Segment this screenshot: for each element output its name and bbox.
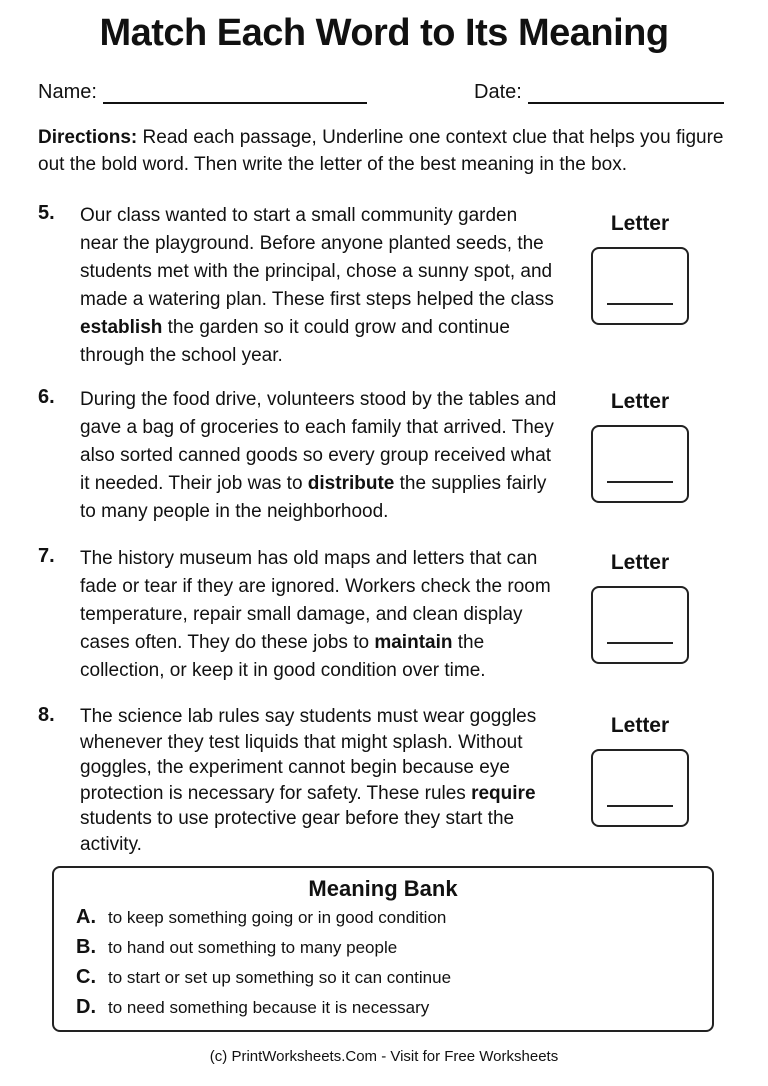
- meaning-letter: B.: [76, 936, 96, 958]
- directions-label: Directions:: [38, 127, 138, 148]
- date-input-line[interactable]: [528, 80, 724, 104]
- passage-text-after: the collection, or keep it in good condition over time.: [80, 632, 486, 681]
- answer-label: Letter: [610, 714, 670, 737]
- passage-text-before: The science lab rules say students must wear goggles whenever they test liquids that might splash. Without goggles, the experiment cannot begin because eye protection is necessary for safety. These rules: [80, 706, 537, 804]
- answer-box[interactable]: [591, 749, 689, 827]
- directions-text: Read each passage, Underline one context clue that helps you figure out the bold word. Then write the letter of the best meaning in the box.: [38, 127, 724, 175]
- answer-area: [590, 551, 690, 575]
- date-label: Date:: [474, 81, 522, 103]
- bold-vocabulary-word: distribute: [307, 473, 395, 494]
- answer-line: [607, 481, 673, 483]
- passage-text-after: students to use protective gear before they start the activity.: [80, 808, 515, 855]
- footer-credit: (c) PrintWorksheets.Com - Visit for Free Worksheets: [209, 1048, 559, 1065]
- bold-vocabulary-word: require: [471, 782, 536, 804]
- answer-box[interactable]: [591, 247, 689, 325]
- meaning-letter: A.: [76, 906, 96, 928]
- passage-text-after: the supplies fairly to many people in the neighborhood.: [80, 473, 547, 522]
- meaning-letter: D.: [76, 996, 96, 1018]
- question-passage: [80, 545, 560, 685]
- answer-box[interactable]: [591, 586, 689, 664]
- name-input-line[interactable]: [103, 80, 367, 104]
- answer-area: [590, 212, 690, 236]
- meaning-bank-entry: [76, 966, 451, 989]
- bold-vocabulary-word: establish: [80, 317, 163, 338]
- directions: [38, 124, 728, 178]
- answer-line: [607, 303, 673, 305]
- answer-box[interactable]: [591, 425, 689, 503]
- question-number: 7.: [38, 545, 55, 567]
- question-number: 8.: [38, 704, 55, 726]
- question-number: 5.: [38, 202, 55, 224]
- answer-line: [607, 642, 673, 644]
- meaning-bank: [52, 866, 714, 1032]
- question-passage: [80, 202, 560, 370]
- meaning-text: to hand out something to many people: [108, 938, 398, 957]
- passage-text-after: the garden so it could grow and continue through the school year.: [80, 317, 510, 366]
- meaning-bank-title: Meaning Bank: [308, 876, 458, 901]
- answer-line: [607, 805, 673, 807]
- answer-area: [590, 390, 690, 414]
- bold-vocabulary-word: maintain: [374, 632, 453, 653]
- passage-text-before: Our class wanted to start a small community garden near the playground. Before anyone planted seeds, the students met with the principal, chose a sunny spot, and made a watering plan. These first steps helped the class: [80, 205, 554, 310]
- answer-label: Letter: [610, 212, 670, 235]
- date-field: [474, 80, 724, 104]
- question-number: 6.: [38, 386, 55, 408]
- question-passage: [80, 386, 560, 526]
- name-label: Name:: [38, 81, 97, 103]
- meaning-bank-entry: [76, 996, 429, 1019]
- meaning-text: to need something because it is necessary: [108, 998, 430, 1017]
- header-fields: [38, 80, 728, 110]
- answer-label: Letter: [610, 551, 670, 574]
- page-title: Match Each Word to Its Meaning: [99, 12, 669, 54]
- meaning-text: to keep something going or in good condition: [108, 908, 447, 927]
- meaning-text: to start or set up something so it can continue: [108, 968, 452, 987]
- meaning-letter: C.: [76, 966, 96, 988]
- meaning-bank-entry: [76, 906, 446, 929]
- answer-area: [590, 714, 690, 738]
- question-passage: [80, 704, 560, 857]
- answer-label: Letter: [610, 390, 670, 413]
- name-field: [38, 80, 367, 104]
- meaning-bank-entry: [76, 936, 397, 959]
- passage-text-before: The history museum has old maps and letters that can fade or tear if they are ignored. Workers check the room temperature, repair small damage, and clean display cases often. They do these jobs to: [80, 548, 551, 653]
- passage-text-before: During the food drive, volunteers stood by the tables and gave a bag of groceries to each family that arrived. They also sorted canned goods so every group received what it needed. Their job was to: [80, 389, 557, 494]
